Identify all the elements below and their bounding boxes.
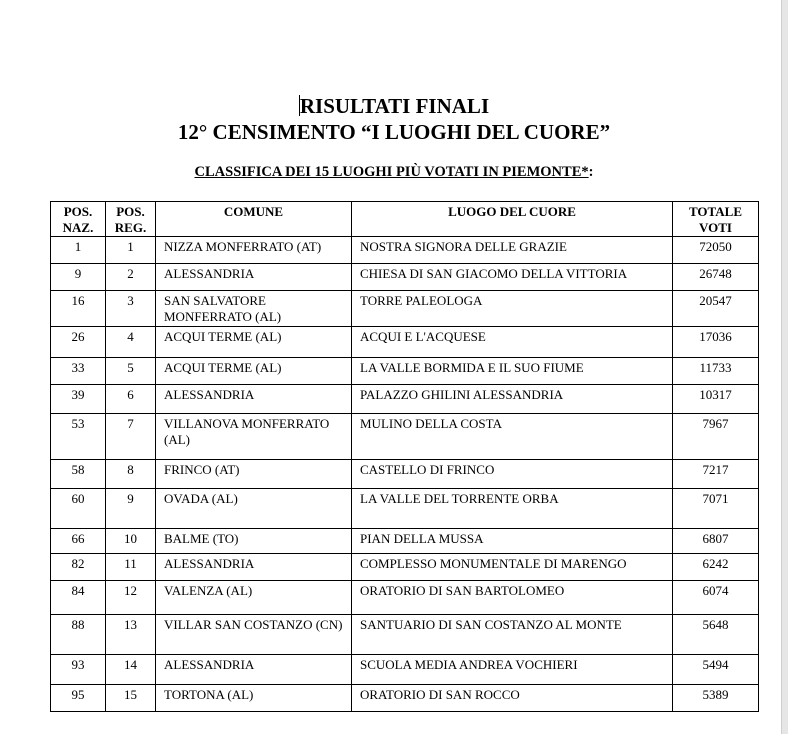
cell-luogo: SCUOLA MEDIA ANDREA VOCHIERI: [352, 655, 673, 685]
cell-comune: ACQUI TERME (AL): [156, 358, 352, 385]
cell-comune: FRINCO (AT): [156, 460, 352, 489]
header-pos-naz: POS. NAZ.: [51, 202, 106, 237]
table-row: [51, 327, 759, 358]
cell-pos-reg: 9: [106, 489, 156, 529]
cell-pos-reg: 5: [106, 358, 156, 385]
cell-totale-voti: 26748: [673, 264, 759, 291]
header-comune: COMUNE: [156, 202, 352, 237]
cell-luogo: ORATORIO DI SAN ROCCO: [352, 685, 673, 712]
cell-luogo: SANTUARIO DI SAN COSTANZO AL MONTE: [352, 615, 673, 655]
cell-comune: VILLANOVA MONFERRATO (AL): [156, 414, 352, 460]
table-row: [51, 554, 759, 581]
cell-luogo: PALAZZO GHILINI ALESSANDRIA: [352, 385, 673, 414]
cell-pos-naz: 58: [51, 460, 106, 489]
ranking-table: [50, 201, 759, 712]
cell-luogo: CHIESA DI SAN GIACOMO DELLA VITTORIA: [352, 264, 673, 291]
cell-totale-voti: 6242: [673, 554, 759, 581]
cell-pos-reg: 12: [106, 581, 156, 615]
table-row: [51, 414, 759, 460]
cell-comune: TORTONA (AL): [156, 685, 352, 712]
table-row: [51, 489, 759, 529]
cell-pos-naz: 1: [51, 237, 106, 264]
table-row: [51, 581, 759, 615]
cell-totale-voti: 5648: [673, 615, 759, 655]
cell-pos-reg: 7: [106, 414, 156, 460]
table-row: [51, 358, 759, 385]
cell-pos-naz: 66: [51, 529, 106, 554]
cell-comune: VALENZA (AL): [156, 581, 352, 615]
cell-luogo: LA VALLE BORMIDA E IL SUO FIUME: [352, 358, 673, 385]
cell-pos-naz: 26: [51, 327, 106, 358]
ranking-heading-text: CLASSIFICA DEI 15 LUOGHI PIÙ VOTATI IN PIEMONTE*: [194, 164, 589, 180]
cell-comune: ALESSANDRIA: [156, 655, 352, 685]
cell-pos-naz: 88: [51, 615, 106, 655]
cell-comune: OVADA (AL): [156, 489, 352, 529]
cell-pos-reg: 10: [106, 529, 156, 554]
cell-comune: ACQUI TERME (AL): [156, 327, 352, 358]
cell-pos-reg: 11: [106, 554, 156, 581]
table-row: [51, 529, 759, 554]
ranking-heading: [0, 164, 788, 181]
cell-comune: BALME (TO): [156, 529, 352, 554]
cell-luogo: NOSTRA SIGNORA DELLE GRAZIE: [352, 237, 673, 264]
cell-comune: VILLAR SAN COSTANZO (CN): [156, 615, 352, 655]
cell-pos-reg: 1: [106, 237, 156, 264]
table-row: [51, 615, 759, 655]
cell-pos-naz: 39: [51, 385, 106, 414]
page-title: [0, 93, 788, 119]
cell-comune: NIZZA MONFERRATO (AT): [156, 237, 352, 264]
cell-comune: ALESSANDRIA: [156, 385, 352, 414]
cell-pos-naz: 93: [51, 655, 106, 685]
cell-totale-voti: 11733: [673, 358, 759, 385]
cell-pos-reg: 13: [106, 615, 156, 655]
cell-luogo: CASTELLO DI FRINCO: [352, 460, 673, 489]
cell-totale-voti: 5494: [673, 655, 759, 685]
table-header-row: [51, 202, 759, 237]
cell-totale-voti: 7071: [673, 489, 759, 529]
cell-pos-reg: 2: [106, 264, 156, 291]
ranking-heading-colon: :: [588, 164, 594, 180]
table-row: [51, 460, 759, 489]
cell-pos-naz: 16: [51, 291, 106, 327]
cell-luogo: LA VALLE DEL TORRENTE ORBA: [352, 489, 673, 529]
cell-totale-voti: 10317: [673, 385, 759, 414]
page-subtitle-title: 12° CENSIMENTO “I LUOGHI DEL CUORE”: [177, 120, 611, 144]
cell-pos-naz: 9: [51, 264, 106, 291]
table-row: [51, 385, 759, 414]
table-row: [51, 685, 759, 712]
cell-pos-reg: 8: [106, 460, 156, 489]
header-totale-voti: TOTALE VOTI: [673, 202, 759, 237]
cell-totale-voti: 5389: [673, 685, 759, 712]
header-pos-reg: POS. REG.: [106, 202, 156, 237]
title-line-1: RISULTATI FINALI: [299, 94, 490, 118]
cell-pos-naz: 60: [51, 489, 106, 529]
cell-luogo: PIAN DELLA MUSSA: [352, 529, 673, 554]
cell-pos-reg: 6: [106, 385, 156, 414]
cell-pos-naz: 82: [51, 554, 106, 581]
cell-comune: SAN SALVATORE MONFERRATO (AL): [156, 291, 352, 327]
cell-pos-naz: 33: [51, 358, 106, 385]
cell-totale-voti: 72050: [673, 237, 759, 264]
cell-totale-voti: 7967: [673, 414, 759, 460]
cell-luogo: ACQUI E L'ACQUESE: [352, 327, 673, 358]
cell-pos-naz: 95: [51, 685, 106, 712]
cell-pos-reg: 15: [106, 685, 156, 712]
cell-pos-naz: 53: [51, 414, 106, 460]
header-luogo: LUOGO DEL CUORE: [352, 202, 673, 237]
cell-comune: ALESSANDRIA: [156, 264, 352, 291]
cell-luogo: ORATORIO DI SAN BARTOLOMEO: [352, 581, 673, 615]
cell-totale-voti: 7217: [673, 460, 759, 489]
cell-pos-reg: 3: [106, 291, 156, 327]
cell-luogo: MULINO DELLA COSTA: [352, 414, 673, 460]
cell-comune: ALESSANDRIA: [156, 554, 352, 581]
table-row: [51, 237, 759, 264]
cell-luogo: TORRE PALEOLOGA: [352, 291, 673, 327]
table-row: [51, 291, 759, 327]
cell-totale-voti: 6807: [673, 529, 759, 554]
cell-pos-reg: 14: [106, 655, 156, 685]
table-row: [51, 264, 759, 291]
cell-pos-reg: 4: [106, 327, 156, 358]
cell-luogo: COMPLESSO MONUMENTALE DI MARENGO: [352, 554, 673, 581]
cell-totale-voti: 20547: [673, 291, 759, 327]
cell-totale-voti: 6074: [673, 581, 759, 615]
table-row: [51, 655, 759, 685]
cell-pos-naz: 84: [51, 581, 106, 615]
cell-totale-voti: 17036: [673, 327, 759, 358]
